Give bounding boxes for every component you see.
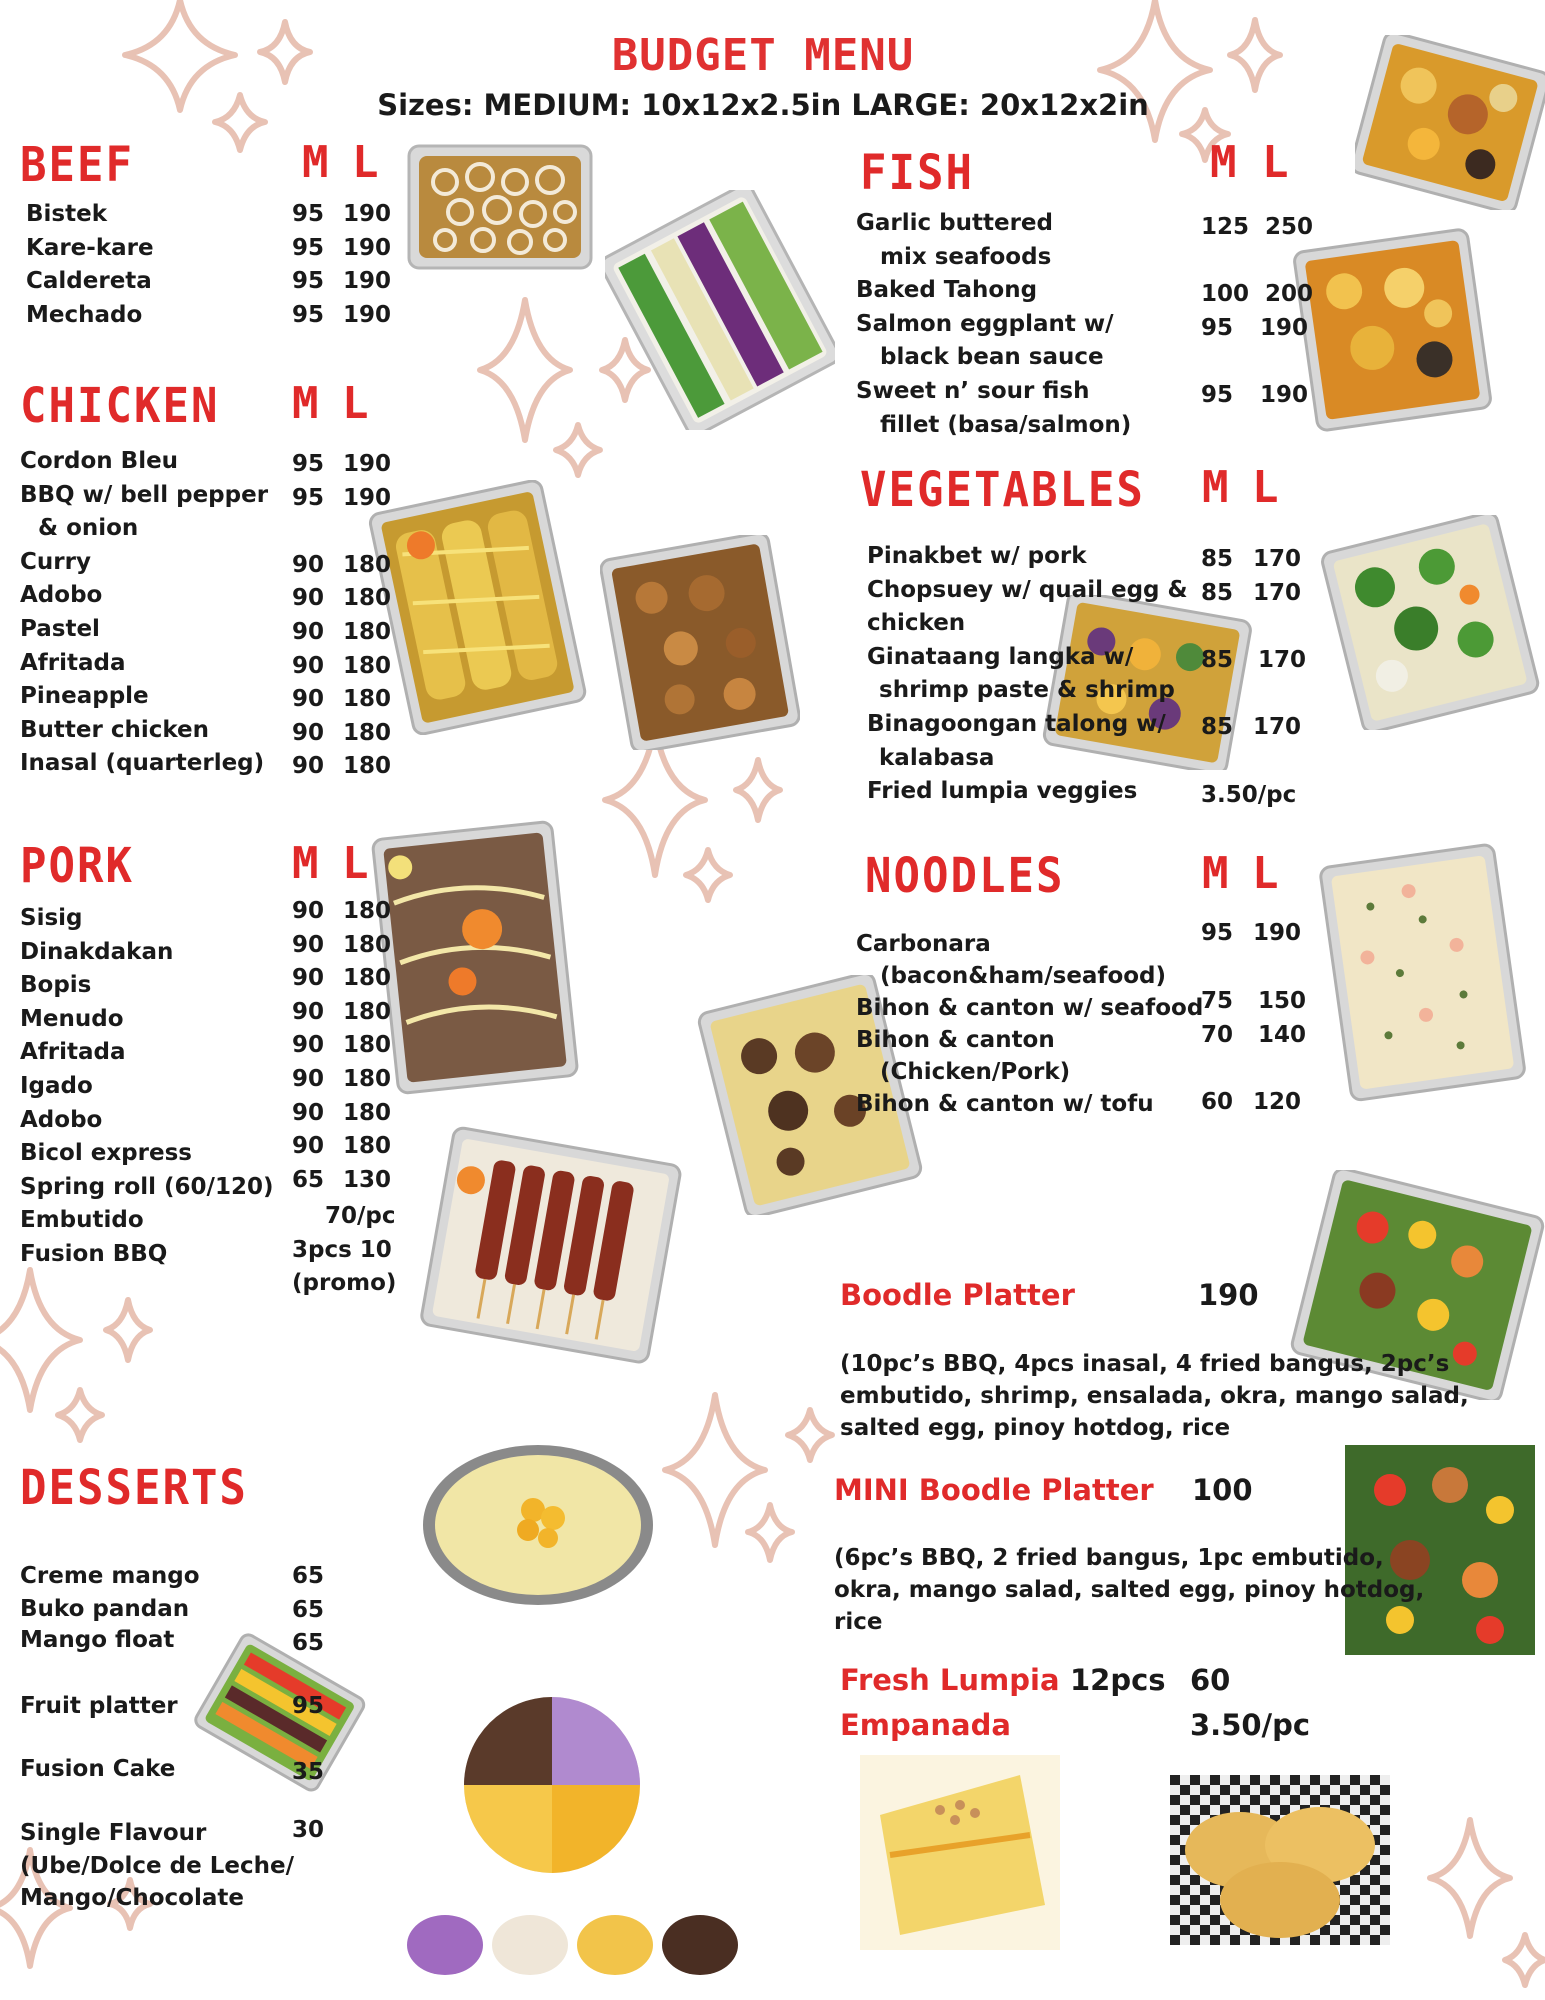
boodle-platter-price: 190 [1198, 1278, 1259, 1312]
price-l: 180 [343, 652, 392, 679]
menu-item-name: Bopis [20, 972, 92, 999]
beef-tray-image [405, 142, 595, 272]
price-l: 180 [343, 998, 392, 1025]
price-l: 190 [343, 451, 392, 477]
pork-section-title: PORK [20, 838, 134, 895]
menu-item-name: Chopsuey w/ quail egg & [867, 576, 1188, 603]
price-l: 180 [343, 931, 392, 958]
chicken-roll-tray-image [360, 480, 595, 735]
fusion-bbq-price: 3pcs 10 [292, 1237, 392, 1263]
dessert-price: 65 [292, 1630, 325, 1656]
price-m: 90 [292, 898, 325, 924]
price-m: 90 [292, 585, 325, 612]
price-m: 95 [292, 301, 325, 328]
menu-item-name: Afritada [20, 649, 126, 676]
menu-item-name: Afritada [20, 1039, 126, 1066]
menu-item-name: Pinakbet w/ pork [867, 543, 1087, 569]
price-m: 90 [292, 1099, 325, 1126]
pork-items [20, 902, 273, 1272]
dessert-name-line3: Mango/Chocolate [20, 1885, 244, 1911]
pork-size-m: M [292, 838, 319, 889]
dessert-price: 30 [292, 1817, 325, 1843]
menu-item-name-line2: fillet (basa/salmon) [880, 411, 1132, 438]
chicken-size-l: L [342, 378, 369, 429]
menu-item-name: Bihon & canton w/ tofu [856, 1091, 1154, 1117]
chicken-size-m: M [292, 378, 319, 429]
empanada-price: 3.50/pc [1190, 1708, 1311, 1742]
vegetables-broccoli-tray-image [1315, 515, 1545, 730]
mini-cakes-image [400, 1905, 750, 1980]
carbonara-tray-image [1310, 840, 1535, 1105]
menu-item-name: Garlic buttered [856, 210, 1053, 236]
price-m: 90 [292, 618, 325, 645]
dessert-price: 95 [292, 1693, 325, 1719]
dessert-name: Buko pandan [20, 1596, 190, 1622]
pork-prices-l [343, 895, 391, 1197]
price-m: 95 [292, 234, 325, 261]
price-m: 85 [1201, 647, 1234, 673]
price-m: 95 [292, 451, 325, 477]
price-m: 90 [292, 998, 325, 1025]
menu-item-name: Inasal (quarterleg) [20, 750, 265, 777]
chicken-prices-m [292, 448, 324, 784]
menu-item-name: Sisig [20, 905, 83, 931]
description-line: (10pc’s BBQ, 4pcs inasal, 4 fried bangus, 2pc’s [840, 1351, 1450, 1377]
mini-boodle-platter-price: 100 [1192, 1473, 1253, 1507]
fish-items [856, 207, 1131, 442]
price-m: 60 [1201, 1089, 1234, 1115]
dessert-name-line2: (Ube/Dolce de Leche/ [20, 1853, 295, 1879]
price-m: 95 [1201, 920, 1234, 946]
price-l: 130 [343, 1166, 392, 1193]
price-m: 90 [292, 753, 325, 780]
creme-mango-image [418, 1440, 658, 1610]
price-m: 125 [1201, 214, 1250, 240]
fusion-cake-image [450, 1690, 655, 1875]
menu-item-name: Adobo [20, 1106, 103, 1133]
price-m: 85 [1201, 580, 1234, 606]
price-l: 140 [1258, 1022, 1307, 1048]
description-line: rice [834, 1609, 883, 1635]
price-l: 190 [1260, 315, 1309, 341]
menu-item-name: Adobo [20, 582, 103, 609]
menu-item-name-line2: chicken [867, 610, 966, 637]
fish-size-l: L [1262, 137, 1289, 188]
dessert-name: Fusion Cake [20, 1756, 176, 1782]
price-m: 85 [1201, 546, 1234, 572]
menu-item-name: Cordon Bleu [20, 448, 179, 474]
dessert-name: Single Flavour [20, 1820, 207, 1846]
price-m: 75 [1201, 988, 1234, 1014]
fusion-bbq-note: (promo) [292, 1270, 397, 1296]
beef-section-title: BEEF [20, 137, 134, 194]
menu-item-name: Bistek [26, 201, 107, 227]
price-m: 95 [292, 201, 325, 227]
menu-item-name: Pastel [20, 615, 100, 642]
empanada-image [1170, 1775, 1390, 1945]
price-l: 120 [1253, 1089, 1302, 1115]
dessert-price: 35 [292, 1759, 325, 1785]
menu-item-name: Butter chicken [20, 716, 210, 743]
fruit-platter-image [190, 1630, 370, 1795]
menu-item-name: Menudo [20, 1005, 124, 1032]
price-l: 190 [1253, 920, 1302, 946]
boodle-platter-description [840, 1348, 1469, 1444]
price-m: 90 [292, 965, 325, 992]
vegetables-items [867, 540, 1188, 809]
price-l: 180 [343, 719, 392, 746]
menu-item-name: Bihon & canton w/ seafood [856, 995, 1204, 1021]
price-l: 180 [343, 551, 392, 578]
menu-item-name: Dinakdakan [20, 938, 174, 965]
sisig-tray-image [360, 815, 590, 1100]
menu-item-name: Binagoongan talong w/ [867, 710, 1166, 737]
description-line: (6pc’s BBQ, 2 fried bangus, 1pc embutido, [834, 1545, 1384, 1571]
dessert-price: 65 [292, 1597, 325, 1623]
menu-item-name: Spring roll (60/120) [20, 1173, 274, 1200]
beef-size-m: M [302, 137, 329, 188]
menu-item-name: Carbonara [856, 931, 991, 957]
chicken-items [20, 445, 268, 781]
noodles-section-title: NOODLES [865, 848, 1065, 905]
price-m: 90 [292, 1065, 325, 1092]
menu-item-name: Baked Tahong [856, 277, 1038, 304]
price-l: 180 [343, 585, 392, 612]
menu-item-name: Ginataang langka w/ [867, 643, 1134, 670]
price-l: 180 [343, 1099, 392, 1126]
price-m: 70 [1201, 1022, 1234, 1048]
price-l: 190 [343, 484, 392, 511]
price-l: 180 [343, 898, 392, 924]
price-l: 180 [343, 1065, 392, 1092]
beef-items [26, 198, 154, 332]
menu-item-name: Sweet n’ sour fish [856, 377, 1090, 404]
pork-prices-m [292, 895, 324, 1197]
price-m: 95 [292, 484, 325, 511]
vegetables-size-l: L [1252, 462, 1279, 513]
fresh-lumpia-quantity: 12pcs [1070, 1663, 1166, 1697]
fish-seafood-tray-image [1290, 225, 1495, 435]
price-m: 90 [292, 652, 325, 679]
embutido-price: 70/pc [325, 1203, 396, 1229]
fresh-lumpia-name: Fresh Lumpia [840, 1663, 1060, 1697]
price-m: 90 [292, 1133, 325, 1160]
price-l: 180 [343, 618, 392, 645]
price-m: 65 [292, 1166, 325, 1193]
price-l: 170 [1253, 546, 1302, 572]
price-l: 170 [1253, 714, 1302, 740]
price-m: 95 [1201, 382, 1234, 408]
price-l: 180 [343, 753, 392, 780]
price-l: 190 [343, 268, 392, 295]
sizes-subtitle: Sizes: MEDIUM: 10x12x2.5in LARGE: 20x12x2in [377, 88, 1149, 122]
price-l: 190 [343, 201, 392, 227]
price-l: 190 [343, 234, 392, 261]
price-l: 180 [343, 1032, 392, 1059]
price-m: 90 [292, 1032, 325, 1059]
mini-boodle-platter-description [834, 1542, 1424, 1638]
menu-item-name: Salmon eggplant w/ [856, 310, 1114, 337]
vegetables-size-m: M [1202, 462, 1229, 513]
description-line: okra, mango salad, salted egg, pinoy hotdog, [834, 1577, 1425, 1603]
price-l: 150 [1258, 988, 1307, 1014]
dessert-name: Creme mango [20, 1563, 200, 1589]
chicken-prices-l [343, 448, 391, 784]
menu-item-name-line2: mix seafoods [880, 243, 1052, 270]
menu-item-name-line2: black bean sauce [880, 344, 1104, 371]
price-each: 3.50/pc [1201, 782, 1297, 808]
menu-item-name: Fried lumpia veggies [867, 778, 1138, 805]
price-l: 190 [1260, 382, 1309, 408]
description-line: salted egg, pinoy hotdog, rice [840, 1415, 1231, 1441]
price-l: 180 [343, 965, 392, 992]
beef-prices-m [292, 198, 324, 332]
boodle-platter-name: Boodle Platter [840, 1278, 1075, 1312]
pork-size-l: L [342, 838, 369, 889]
menu-item-name: Pineapple [20, 683, 149, 710]
price-m: 95 [292, 268, 325, 295]
desserts-section-title: DESSERTS [20, 1460, 248, 1517]
beef-prices-l [343, 198, 391, 332]
price-l: 170 [1258, 647, 1307, 673]
fish-size-m: M [1210, 137, 1237, 188]
price-m: 90 [292, 686, 325, 713]
price-l: 200 [1265, 281, 1314, 307]
menu-item-name-line2: (bacon&ham/seafood) [880, 963, 1167, 989]
price-m: 85 [1201, 714, 1234, 740]
menu-item-name: Bicol express [20, 1140, 192, 1167]
menu-item-name-line2: kalabasa [879, 744, 995, 771]
mini-boodle-platter-name: MINI Boodle Platter [834, 1473, 1154, 1507]
menu-item-name-line2: shrimp paste & shrimp [879, 677, 1175, 704]
price-m: 95 [1201, 315, 1234, 341]
menu-item-name-line2: (Chicken/Pork) [880, 1059, 1071, 1085]
price-m: 100 [1201, 281, 1250, 307]
menu-item-name-line2: & onion [38, 515, 139, 542]
menu-item-name: Mechado [26, 301, 143, 328]
menu-item-name: Bihon & canton [856, 1027, 1055, 1053]
noodles-size-l: L [1252, 848, 1279, 899]
menu-item-name: Kare-kare [26, 234, 154, 261]
fresh-lumpia-image [860, 1755, 1060, 1950]
dessert-name: Fruit platter [20, 1693, 178, 1719]
price-l: 190 [343, 301, 392, 328]
menu-item-name: BBQ w/ bell pepper [20, 481, 269, 508]
price-m: 90 [292, 719, 325, 746]
price-m: 90 [292, 931, 325, 958]
chicken-adobo-tray-image [600, 535, 800, 750]
price-l: 250 [1265, 214, 1314, 240]
fish-section-title: FISH [860, 145, 974, 202]
price-l: 180 [343, 686, 392, 713]
vegetables-section-title: VEGETABLES [860, 462, 1145, 519]
dessert-name: Mango float [20, 1627, 175, 1653]
price-l: 180 [343, 1133, 392, 1160]
description-line: embutido, shrimp, ensalada, okra, mango salad, [840, 1383, 1469, 1409]
fusion-bbq-tray-image [405, 1125, 695, 1375]
menu-item-name: Fusion BBQ [20, 1240, 168, 1267]
chicken-section-title: CHICKEN [20, 378, 220, 435]
page-title: BUDGET MENU [611, 30, 915, 81]
empanada-name: Empanada [840, 1708, 1011, 1742]
price-l: 170 [1253, 580, 1302, 606]
menu-item-name: Curry [20, 548, 91, 575]
menu-item-name: Igado [20, 1072, 93, 1099]
beef-size-l: L [352, 137, 379, 188]
eggplant-tray-image [605, 190, 835, 430]
fresh-lumpia-price: 60 [1190, 1663, 1231, 1697]
noodles-items [856, 928, 1203, 1120]
price-m: 90 [292, 551, 325, 578]
menu-item-name: Embutido [20, 1207, 144, 1234]
dessert-price: 65 [292, 1563, 325, 1589]
noodles-size-m: M [1202, 848, 1229, 899]
menu-item-name: Caldereta [26, 268, 152, 295]
